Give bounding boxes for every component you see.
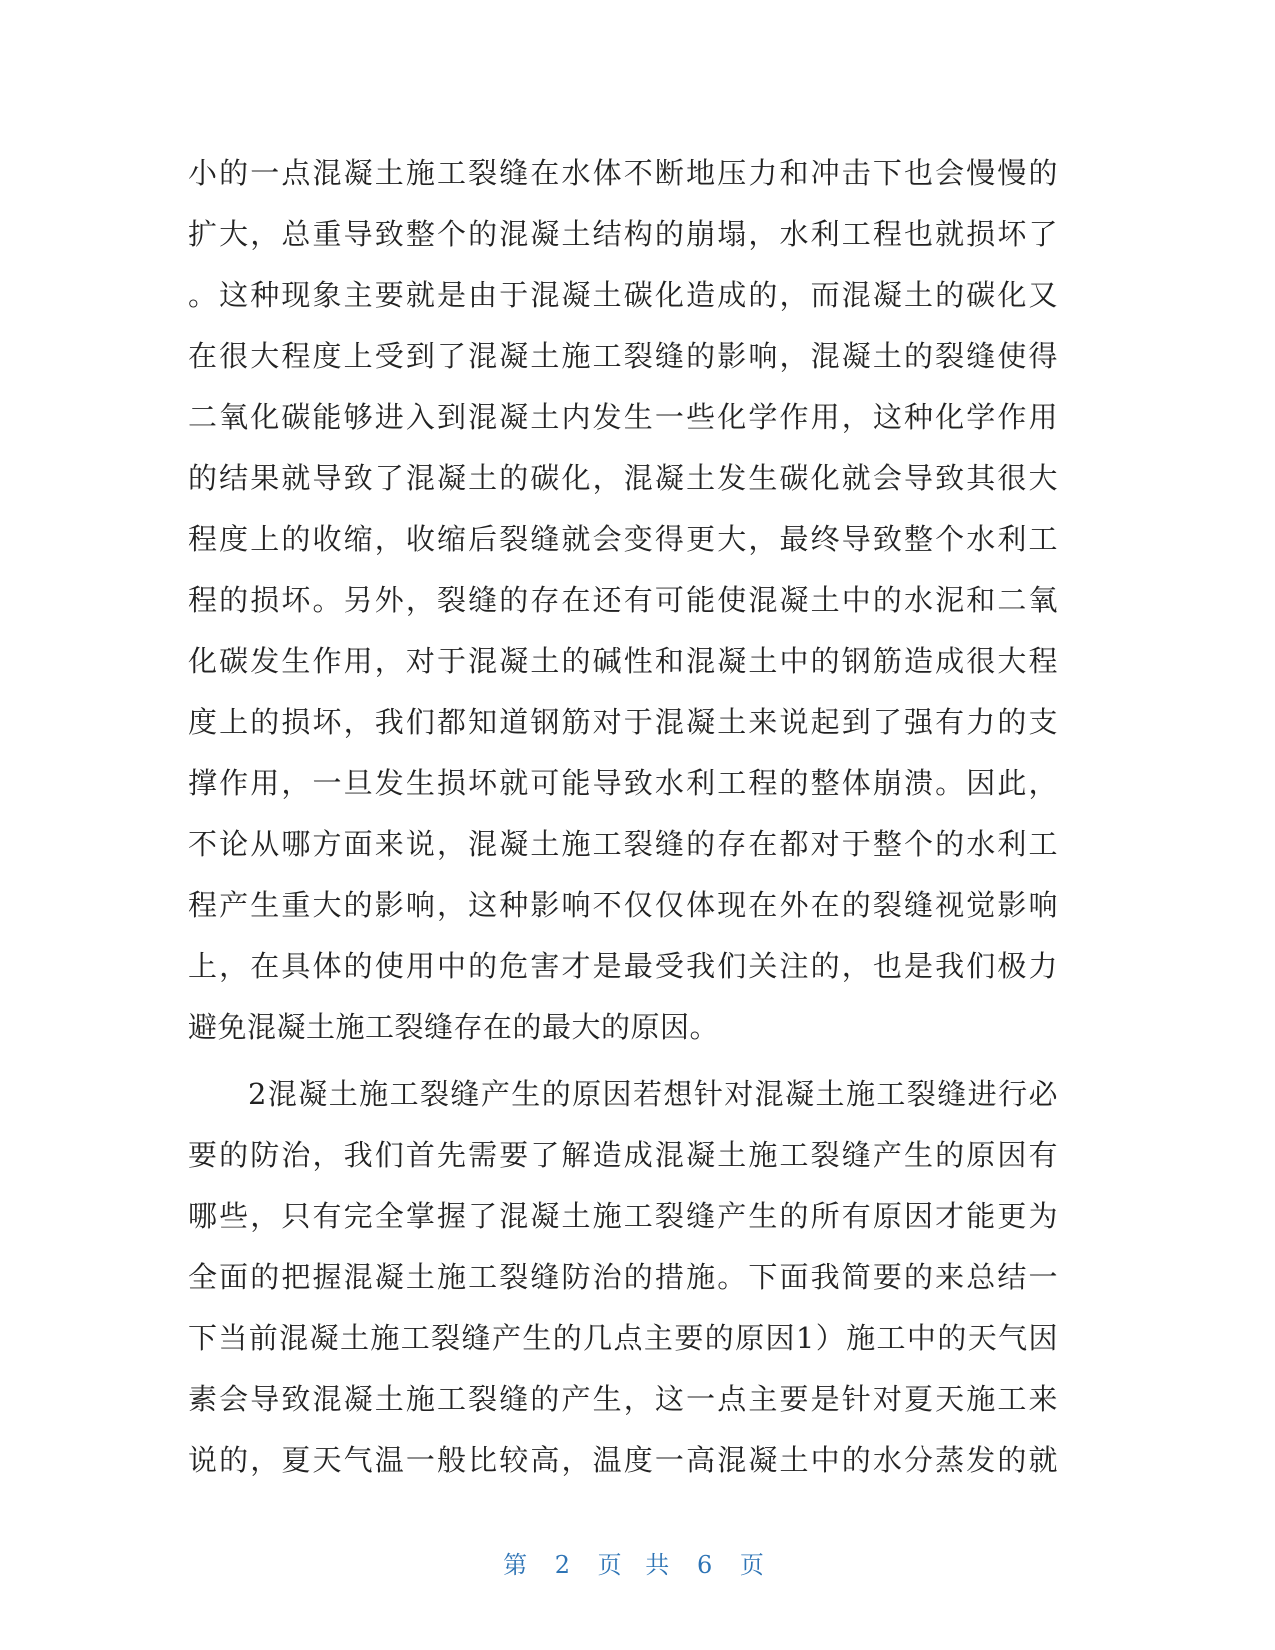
paragraph-2: [188, 1064, 1058, 1491]
total-page-number: 6: [696, 1551, 721, 1579]
page-footer: [0, 1545, 1275, 1580]
text-line: 不论从哪方面来说，混凝土施工裂缝的存在都对于整个的水利工: [188, 827, 1058, 861]
current-page-number: 2: [554, 1551, 579, 1579]
text-line: 说的，夏天气温一般比较高，温度一高混凝土中的水分蒸发的就: [188, 1443, 1058, 1477]
paragraph-1: [188, 143, 1058, 1058]
text-line: 小的一点混凝土施工裂缝在水体不断地压力和冲击下也会慢慢的: [188, 156, 1058, 190]
text-line: 素会导致混凝土施工裂缝的产生，这一点主要是针对夏天施工来: [188, 1382, 1058, 1416]
text-line: 下当前混凝土施工裂缝产生的几点主要的原因1）施工中的天气因: [188, 1321, 1058, 1355]
page-label-suffix: 页: [739, 1551, 772, 1579]
text-line: 二氧化碳能够进入到混凝土内发生一些化学作用，这种化学作用: [188, 400, 1058, 434]
text-line: 避免混凝土施工裂缝存在的最大的原因。: [188, 1010, 720, 1044]
text-line: 在很大程度上受到了混凝土施工裂缝的影响，混凝土的裂缝使得: [188, 339, 1058, 373]
text-line: 上，在具体的使用中的危害才是最受我们关注的，也是我们极力: [188, 949, 1058, 983]
page-label-prefix: 第: [503, 1551, 536, 1579]
text-line: 要的防治，我们首先需要了解造成混凝土施工裂缝产生的原因有: [188, 1138, 1058, 1172]
text-line: 程度上的收缩，收缩后裂缝就会变得更大，最终导致整个水利工: [188, 522, 1058, 556]
text-line: 化碳发生作用，对于混凝土的碱性和混凝土中的钢筋造成很大程: [188, 644, 1058, 678]
page-label-middle: 页 共: [597, 1551, 678, 1579]
text-line: 度上的损坏，我们都知道钢筋对于混凝土来说起到了强有力的支: [188, 705, 1058, 739]
text-line: 2混凝土施工裂缝产生的原因若想针对混凝土施工裂缝进行必: [248, 1077, 1058, 1111]
text-line: 的结果就导致了混凝土的碳化，混凝土发生碳化就会导致其很大: [188, 461, 1058, 495]
text-line: 哪些，只有完全掌握了混凝土施工裂缝产生的所有原因才能更为: [188, 1199, 1058, 1233]
text-line: 程的损坏。另外，裂缝的存在还有可能使混凝土中的水泥和二氧: [188, 583, 1058, 617]
text-line: 扩大，总重导致整个的混凝土结构的崩塌，水利工程也就损坏了: [188, 217, 1058, 251]
text-line: 。这种现象主要就是由于混凝土碳化造成的，而混凝土的碳化又: [188, 278, 1058, 312]
body-text: [188, 143, 1058, 1491]
text-line: 撑作用，一旦发生损坏就可能导致水利工程的整体崩溃。因此，: [188, 766, 1058, 800]
text-line: 全面的把握混凝土施工裂缝防治的措施。下面我简要的来总结一: [188, 1260, 1058, 1294]
text-line: 程产生重大的影响，这种影响不仅仅体现在外在的裂缝视觉影响: [188, 888, 1058, 922]
